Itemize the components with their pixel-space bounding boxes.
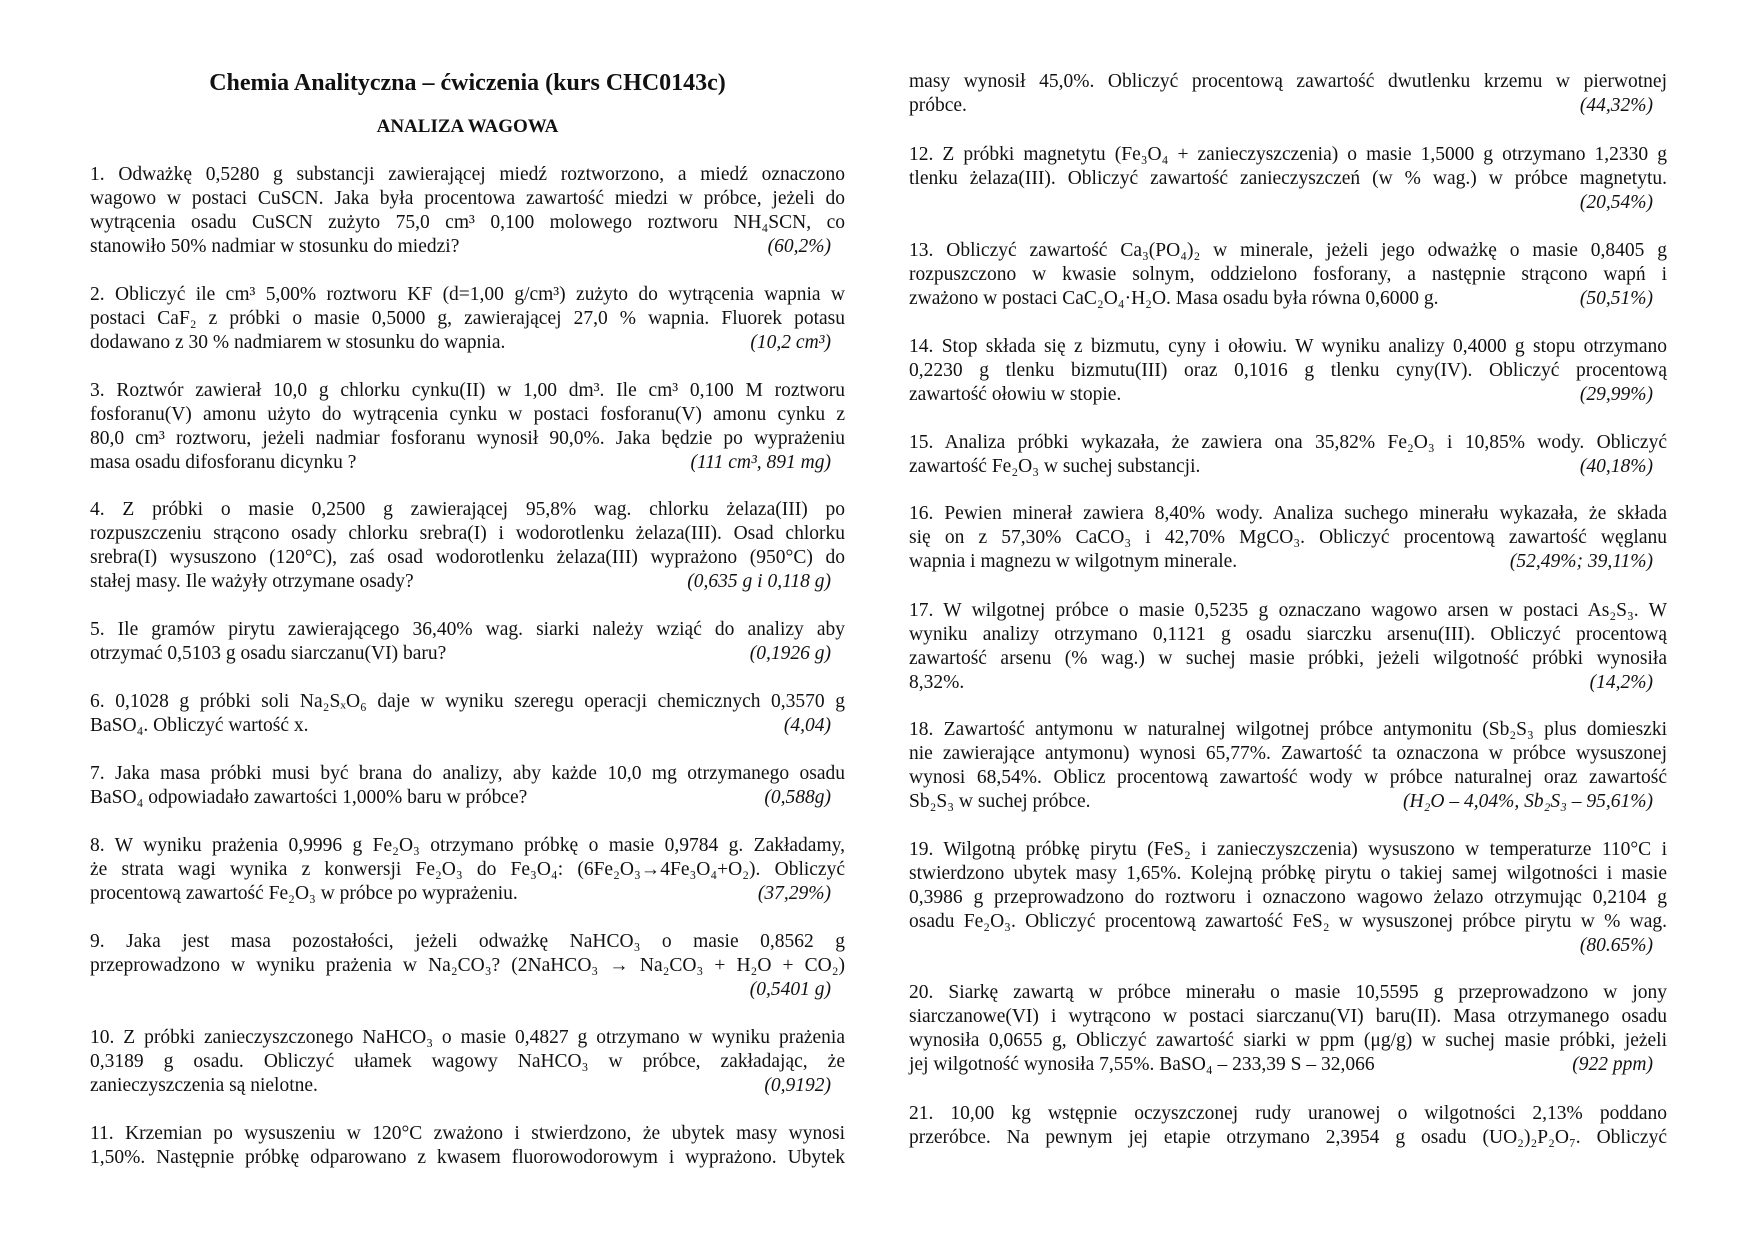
exercise-line — [90, 283, 845, 307]
exercise-line — [90, 187, 845, 211]
exercise-block — [909, 335, 1667, 407]
exercise-block — [909, 599, 1667, 695]
exercise-text: 19. Wilgotną próbkę pirytu (FeS₂ i zanieczyszczenia) wysuszono w temperaturze 110°C i — [909, 839, 1667, 860]
exercise-text: siarczanowe(VI) i wytrącono w postaci siarczanu(VI) baru(II). Masa otrzymanego osadu — [909, 1006, 1667, 1027]
exercise-text: 0,2230 g tlenku bizmutu(III) oraz 0,1016 g tlenku cyny(IV). Obliczyć procentową — [909, 360, 1667, 381]
section-heading: ANALIZA WAGOWA — [376, 116, 559, 137]
exercise-text: zawartość Fe₂O₃ w suchej substancji. — [909, 456, 1201, 477]
exercise-line — [90, 522, 845, 546]
exercise-line — [909, 1029, 1667, 1053]
exercise-text: zważono w postaci CaC₂O₄·H₂O. Masa osadu była równa 0,6000 g. — [909, 288, 1439, 309]
exercise-text: 1,50%. Następnie próbkę odparowano z kwasem fluorowodorowym i wyprażono. Ubytek — [90, 1147, 845, 1168]
exercise-text: rozpuszczono w kwasie solnym, oddzielono fosforany, a następnie strącono wapń i — [909, 264, 1667, 285]
exercise-block — [90, 163, 845, 259]
exercise-line — [909, 94, 1667, 118]
exercise-text: 8,32%. — [909, 672, 965, 693]
exercise-block — [90, 379, 845, 475]
exercise-line — [909, 167, 1667, 191]
exercise-line — [909, 1126, 1667, 1150]
exercise-answer: (H₂O – 4,04%, Sb₂S₃ – 95,61%) — [1403, 791, 1653, 812]
exercise-line — [909, 886, 1667, 910]
exercise-text: 10. Z próbki zanieczyszczonego NaHCO₃ o masie 0,4827 g otrzymano w wyniku prażenia — [90, 1027, 845, 1048]
exercise-text: próbce. — [909, 95, 967, 116]
exercise-line — [909, 671, 1667, 695]
exercise-block — [90, 1122, 845, 1170]
exercise-line — [909, 263, 1667, 287]
exercise-answer: (29,99%) — [1579, 384, 1653, 405]
exercise-line — [909, 742, 1667, 766]
exercise-text: procentową zawartość Fe₂O₃ w próbce po wyprażeniu. — [90, 883, 518, 904]
exercise-block — [909, 718, 1667, 814]
exercise-answer: (0,5401 g) — [749, 979, 831, 1000]
exercise-block — [90, 762, 845, 810]
exercise-line — [909, 718, 1667, 742]
exercise-line — [90, 235, 845, 259]
exercise-answer: (14,2%) — [1589, 672, 1653, 693]
exercise-text: BaSO₄. Obliczyć wartość x. — [90, 715, 309, 736]
exercise-text: 2. Obliczyć ile cm³ 5,00% roztworu KF (d=1,00 g/cm³) zużyto do wytrącenia wapnia w — [90, 284, 845, 305]
exercise-line — [90, 498, 845, 522]
exercise-text: 7. Jaka masa próbki musi być brana do analizy, aby każde 10,0 mg otrzymanego osadu — [90, 763, 845, 784]
exercise-text: 17. W wilgotnej próbce o masie 0,5235 g oznaczano wagowo arsen w postaci As₂S₃. W — [909, 600, 1667, 621]
exercise-line — [909, 287, 1667, 311]
exercise-text: 9. Jaka jest masa pozostałości, jeżeli odważkę NaHCO₃ o masie 0,8562 g — [90, 931, 845, 952]
exercise-text: 12. Z próbki magnetytu (Fe₃O₄ + zanieczyszczenia) o masie 1,5000 g otrzymano 1,2330 g — [909, 144, 1667, 165]
exercise-text: 5. Ile gramów pirytu zawierającego 36,40% wag. siarki należy wziąć do analizy aby — [90, 619, 845, 640]
exercise-answer-line — [90, 978, 845, 1002]
exercise-text: 21. 10,00 kg wstępnie oczyszczonej rudy uranowej o wilgotności 2,13% poddano — [909, 1103, 1667, 1124]
exercise-block — [909, 143, 1667, 215]
exercise-text: masa osadu difosforanu dicynku ? — [90, 452, 357, 473]
exercise-block — [90, 498, 845, 594]
exercise-block — [90, 834, 845, 906]
exercise-text: się on z 57,30% CaCO₃ i 42,70% MgCO₃. Obliczyć procentową zawartość węglanu — [909, 527, 1667, 548]
exercise-text: masy wynosił 45,0%. Obliczyć procentową zawartość dwutlenku krzemu w pierwotnej — [909, 71, 1667, 92]
exercise-text: przeróbce. Na pewnym jej etapie otrzymano 2,3954 g osadu (UO₂)₂P₂O₇. Obliczyć — [909, 1127, 1667, 1148]
exercise-answer: (40,18%) — [1579, 456, 1653, 477]
exercise-line — [909, 550, 1667, 574]
exercise-line — [90, 858, 845, 882]
exercise-answer: (0,1926 g) — [749, 643, 831, 664]
exercise-text: rozpuszczeniu strącono osady chlorku srebra(I) i wodorotlenku żelaza(III). Osad chlorku — [90, 523, 845, 544]
exercise-text: 15. Analiza próbki wykazała, że zawiera ona 35,82% Fe₂O₃ i 10,85% wody. Obliczyć — [909, 432, 1667, 453]
exercise-block — [909, 1102, 1667, 1150]
exercise-answer: (20,54%) — [1579, 192, 1653, 213]
exercise-line — [90, 546, 845, 570]
exercise-text: 13. Obliczyć zawartość Ca₃(PO₄)₂ w minerale, jeżeli jego odważkę o masie 0,8405 g — [909, 240, 1667, 261]
exercise-line — [909, 838, 1667, 862]
exercise-line — [90, 762, 845, 786]
exercise-answer: (111 cm³, 891 mg) — [690, 452, 831, 473]
exercise-text: dodawano z 30 % nadmiarem w stosunku do wapnia. — [90, 332, 506, 353]
exercise-line — [90, 954, 845, 978]
exercise-line — [909, 766, 1667, 790]
exercise-text: 6. 0,1028 g próbki soli Na₂SₓO₆ daje w wyniku szeregu operacji chemicznych 0,3570 g — [90, 691, 845, 712]
exercise-line — [909, 790, 1667, 814]
exercise-text: wytrącenia osadu CuSCN zużyto 75,0 cm³ 0,100 molowego roztworu NH₄SCN, co — [90, 212, 845, 233]
exercise-line — [909, 526, 1667, 550]
exercise-line — [909, 383, 1667, 407]
exercise-answer: (44,32%) — [1579, 95, 1653, 116]
exercise-text: 14. Stop składa się z bizmutu, cyny i ołowiu. W wyniku analizy 0,4000 g stopu otrzymano — [909, 336, 1667, 357]
exercise-line — [909, 910, 1667, 934]
exercise-answer: (80.65%) — [1579, 935, 1653, 956]
exercise-line — [90, 834, 845, 858]
exercise-line — [909, 1102, 1667, 1126]
exercise-line — [90, 1122, 845, 1146]
exercise-text: wagowo w postaci CuSCN. Jaka była procentowa zawartość miedzi w próbce, jeżeli do — [90, 188, 845, 209]
exercise-text: osadu Fe₂O₃. Obliczyć procentową zawartość FeS₂ w wysuszonej próbce pirytu w % wag. — [909, 911, 1667, 932]
exercise-text: zanieczyszczenia są nielotne. — [90, 1075, 318, 1096]
exercise-block — [90, 618, 845, 666]
exercise-text: otrzymać 0,5103 g osadu siarczanu(VI) baru? — [90, 643, 447, 664]
exercise-text: fosforanu(V) amonu użyto do wytrącenia cynku w postaci fosforanu(V) amonu cynku z — [90, 404, 845, 425]
exercise-block — [90, 283, 845, 355]
exercise-answer: (4,04) — [783, 715, 831, 736]
exercise-line — [909, 239, 1667, 263]
exercise-block — [909, 431, 1667, 479]
exercise-text: 16. Pewien minerał zawiera 8,40% wody. Analiza suchego minerału wykazała, że składa — [909, 503, 1667, 524]
exercise-line — [90, 690, 845, 714]
exercise-answer: (52,49%; 39,11%) — [1509, 551, 1653, 572]
exercise-line — [90, 570, 845, 594]
exercise-text: 8. W wyniku prażenia 0,9996 g Fe₂O₃ otrzymano próbkę o masie 0,9784 g. Zakładamy, — [90, 835, 845, 856]
exercise-line — [909, 981, 1667, 1005]
exercise-line — [909, 1005, 1667, 1029]
exercise-line — [90, 211, 845, 235]
exercise-line — [909, 359, 1667, 383]
exercise-text: zawartość arsenu (% wag.) w suchej masie próbki, jeżeli wilgotność próbki wynosiła — [909, 648, 1667, 669]
exercise-answer: (60,2%) — [767, 236, 831, 257]
exercise-line — [90, 403, 845, 427]
exercise-line — [909, 599, 1667, 623]
exercise-line — [90, 930, 845, 954]
exercise-text: wapnia i magnezu w wilgotnym minerale. — [909, 551, 1238, 572]
exercise-answer-line — [909, 191, 1667, 215]
exercise-text: stwierdzono ubytek masy 1,65%. Kolejną próbkę pirytu o takiej samej wilgotności i masie — [909, 863, 1667, 884]
exercise-answer: (0,635 g i 0,118 g) — [687, 571, 831, 592]
exercise-text: wynosi 68,54%. Oblicz procentową zawartość wody w próbce naturalnej oraz zawartość — [909, 767, 1667, 788]
exercise-line — [90, 163, 845, 187]
exercise-line — [909, 455, 1667, 479]
exercise-line — [909, 623, 1667, 647]
exercise-line — [909, 647, 1667, 671]
exercise-block — [909, 239, 1667, 311]
exercise-line — [909, 502, 1667, 526]
exercise-line — [90, 1074, 845, 1098]
exercise-block — [909, 838, 1667, 958]
exercise-text: wynosiła 0,0655 g, Obliczyć zawartość siarki w ppm (μg/g) w suchej masie próbki, jeżeli — [909, 1030, 1667, 1051]
exercise-line — [909, 143, 1667, 167]
exercise-line — [909, 70, 1667, 94]
exercise-block — [909, 70, 1667, 118]
exercise-line — [909, 335, 1667, 359]
exercise-text: zawartość ołowiu w stopie. — [909, 384, 1122, 405]
exercise-text: wyniku analizy otrzymano 0,1121 g osadu siarczku arsenu(III). Obliczyć procentową — [909, 624, 1667, 645]
exercise-text: 0,3986 g przeprowadzono do roztworu i oznaczono wagowo żelazo otrzymując 0,2104 g — [909, 887, 1667, 908]
exercise-text: 11. Krzemian po wysuszeniu w 120°C zważono i stwierdzono, że ubytek masy wynosi — [90, 1123, 845, 1144]
exercise-text: 18. Zawartość antymonu w naturalnej wilgotnej próbce antymonitu (Sb₂S₃ plus domieszki — [909, 719, 1667, 740]
exercise-text: 20. Siarkę zawartą w próbce minerału o masie 10,5595 g przeprowadzono w jony — [909, 982, 1667, 1003]
exercise-answer-line — [909, 934, 1667, 958]
exercise-text: nie zawierające antymonu) wynosi 65,77%. Zawartość ta oznaczona w próbce wysuszonej — [909, 743, 1667, 764]
exercise-block — [90, 930, 845, 1002]
exercise-line — [909, 431, 1667, 455]
exercise-text: 1. Odważkę 0,5280 g substancji zawierającej miedź roztworzono, a miedź oznaczono — [90, 164, 845, 185]
exercise-line — [90, 1146, 845, 1170]
exercise-text: srebra(I) wysuszono (120°C), zaś osad wodorotlenku żelaza(III) wyprażono (950°C) do — [90, 547, 845, 568]
document-title: Chemia Analityczna – ćwiczenia (kurs CHC0143c) — [209, 70, 726, 96]
exercise-line — [90, 618, 845, 642]
exercise-line — [90, 786, 845, 810]
exercise-block — [90, 1026, 845, 1098]
exercise-text: że strata wagi wynika z konwersji Fe₂O₃ do Fe₃O₄: (6Fe₂O₃→4Fe₃O₄+O₂). Obliczyć — [90, 859, 845, 880]
exercise-text: 4. Z próbki o masie 0,2500 g zawierającej 95,8% wag. chlorku żelaza(III) po — [90, 499, 845, 520]
exercise-line — [90, 379, 845, 403]
exercise-text: stanowiło 50% nadmiar w stosunku do miedzi? — [90, 236, 460, 257]
exercise-text: postaci CaF₂ z próbki o masie 0,5000 g, zawierającej 27,0 % wapnia. Fluorek potasu — [90, 308, 845, 329]
exercise-text: Sb₂S₃ w suchej próbce. — [909, 791, 1091, 812]
exercise-line — [90, 1026, 845, 1050]
exercise-answer: (0,588g) — [764, 787, 831, 808]
exercise-text: 3. Roztwór zawierał 10,0 g chlorku cynku(II) w 1,00 dm³. Ile cm³ 0,100 M roztworu — [90, 380, 845, 401]
exercise-answer: (0,9192) — [764, 1075, 831, 1096]
exercise-block — [90, 690, 845, 738]
exercise-text: stałej masy. Ile ważyły otrzymane osady? — [90, 571, 414, 592]
exercise-answer: (10,2 cm³) — [750, 332, 831, 353]
exercise-text: jej wilgotność wynosiła 7,55%. BaSO₄ – 233,39 S – 32,066 — [909, 1054, 1375, 1075]
exercise-line — [90, 307, 845, 331]
exercise-block — [909, 981, 1667, 1077]
exercise-text: BaSO₄ odpowiadało zawartości 1,000% baru w próbce? — [90, 787, 528, 808]
exercise-text: tlenku żelaza(III). Obliczyć zawartość zanieczyszczeń (w % wag.) w próbce magnetytu. — [909, 168, 1667, 189]
exercise-answer: (50,51%) — [1579, 288, 1653, 309]
exercise-text: 80,0 cm³ roztworu, jeżeli nadmiar fosforanu wynosił 90,0%. Jaka będzie po wyprażeniu — [90, 428, 845, 449]
exercise-answer: (37,29%) — [757, 883, 831, 904]
exercise-line — [909, 862, 1667, 886]
exercise-line — [90, 714, 845, 738]
exercise-line — [90, 331, 845, 355]
exercise-line — [90, 451, 845, 475]
exercise-answer: (922 ppm) — [1572, 1054, 1653, 1075]
exercise-text: 0,3189 g osadu. Obliczyć ułamek wagowy NaHCO₃ w próbce, zakładając, że — [90, 1051, 845, 1072]
exercise-line — [90, 882, 845, 906]
exercise-line — [90, 642, 845, 666]
exercise-block — [909, 502, 1667, 574]
exercise-line — [90, 427, 845, 451]
exercise-text: przeprowadzono w wyniku prażenia w Na₂CO₃? (2NaHCO₃ → Na₂CO₃ + H₂O + CO₂) — [90, 955, 845, 976]
exercise-line — [909, 1053, 1667, 1077]
exercise-line — [90, 1050, 845, 1074]
